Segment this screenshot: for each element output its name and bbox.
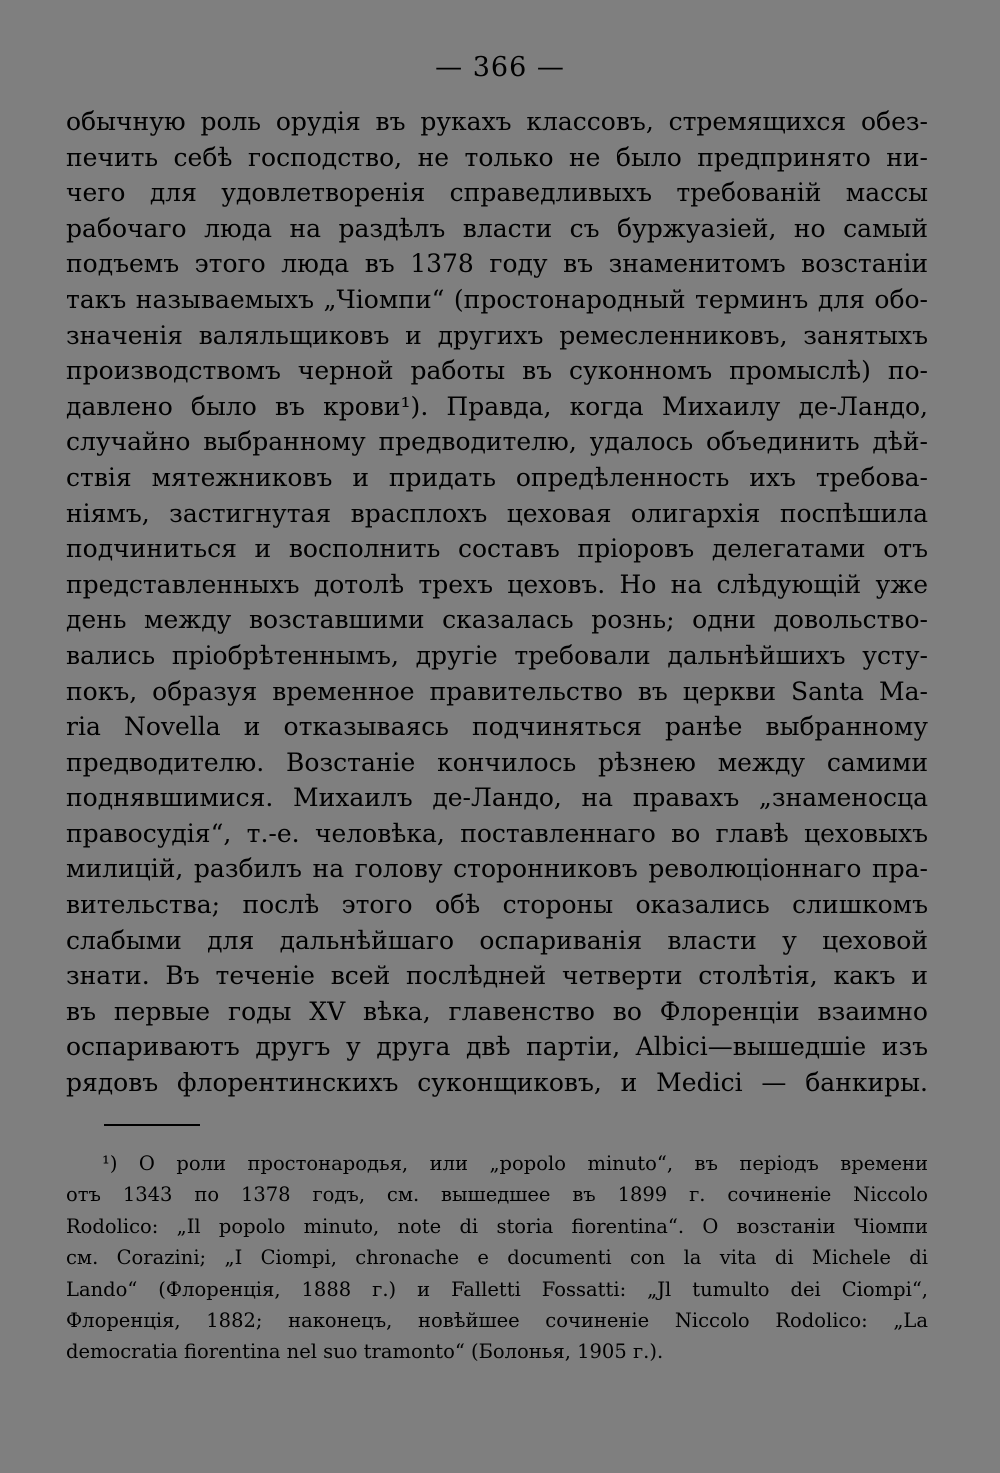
footnote-line: ¹) О роли простонародья, или „popolo minuto“, въ періодъ времени <box>102 1152 928 1175</box>
footnote <box>66 1148 928 1368</box>
text-line: милицій, разбилъ на голову сторонниковъ революціоннаго пра- <box>66 854 928 884</box>
main-text <box>66 104 928 1101</box>
text-line: рабочаго люда на раздѣлъ власти съ буржуазіей, но самый <box>66 213 928 243</box>
text-line: случайно выбранному предводителю, удалось объединить дѣй- <box>66 427 928 457</box>
text-line: производствомъ черной работы въ суконномъ промыслѣ) по- <box>66 356 928 386</box>
text-line: значенія валяльщиковъ и другихъ ремесленниковъ, занятыхъ <box>66 320 928 350</box>
text-line: давлено было въ крови¹). Правда, когда Михаилу де-Ландо, <box>66 391 928 421</box>
text-line: знати. Въ теченіе всей послѣдней четверти столѣтія, какъ и <box>66 961 928 991</box>
text-line: оспариваютъ другъ у друга двѣ партіи, Albici—вышедшіе изъ <box>66 1032 928 1062</box>
footnote-divider <box>104 1124 200 1126</box>
text-line: печить себѣ господство, не только не было предпринято ни- <box>66 142 928 172</box>
text-line: ria Novella и отказываясь подчиняться ранѣе выбранному <box>66 712 928 742</box>
footnote-line: Rodolico: „Il popolo minuto, note di storia fiorentina“. О возстаніи Чіомпи <box>66 1214 928 1238</box>
text-line: представленныхъ дотолѣ трехъ цеховъ. Но на слѣдующій уже <box>66 569 928 599</box>
text-line: чего для удовлетворенія справедливыхъ требованій массы <box>66 178 928 208</box>
text-line: вительства; послѣ этого обѣ стороны оказались слишкомъ <box>66 890 928 920</box>
text-line: такъ называемыхъ „Чіомпи“ (простонародный терминъ для обо- <box>66 284 928 314</box>
text-line: въ первые годы XV вѣка, главенство во Флоренціи взаимно <box>66 996 928 1026</box>
text-line: день между возставшими сказалась рознь; одни довольство- <box>66 605 928 635</box>
text-line: поднявшимися. Михаилъ де-Ландо, на правахъ „знаменосца <box>66 783 928 813</box>
text-line: вались пріобрѣтеннымъ, другіе требовали дальнѣйшихъ усту- <box>66 640 928 670</box>
footnote-line: Флоренція, 1882; наконецъ, новѣйшее сочиненіе Niccolo Rodolico: „La <box>66 1308 928 1332</box>
footnote-line: отъ 1343 по 1378 годъ, см. вышедшее въ 1899 г. сочиненіе Niccolo <box>66 1183 928 1207</box>
text-line: ствія мятежниковъ и придать опредѣленность ихъ требова- <box>66 462 928 492</box>
footnote-line: democratia fiorentina nel suo tramonto“ (Болонья, 1905 г.). <box>66 1340 664 1364</box>
text-line: обычную роль орудія въ рукахъ классовъ, стремящихся обез- <box>66 107 928 136</box>
text-line: покъ, образуя временное правительство въ церкви Santa Ma- <box>66 676 928 706</box>
text-line: рядовъ флорентинскихъ суконщиковъ, и Medici — банкиры. <box>66 1068 928 1098</box>
footnote-line: Lando“ (Флоренція, 1888 г.) и Falletti Fossatti: „Jl tumulto dei Ciompi“, <box>66 1277 928 1301</box>
text-line: подъемъ этого люда въ 1378 году въ знаменитомъ возстаніи <box>66 249 928 279</box>
footnote-line: см. Corazini; „I Ciompi, chronache e documenti con la vita di Michele di <box>66 1246 928 1270</box>
text-line: слабыми для дальнѣйшаго оспариванія власти у цеховой <box>66 925 928 955</box>
text-line: ніямъ, застигнутая врасплохъ цеховая олигархія поспѣшила <box>66 498 928 528</box>
text-line: правосудія“, т.-е. человѣка, поставленнаго во главѣ цеховыхъ <box>66 818 928 848</box>
page-number: — 366 — <box>435 52 565 83</box>
text-line: предводителю. Возстаніе кончилось рѣзнею между самими <box>66 747 928 777</box>
text-line: подчиниться и восполнить составъ пріоровъ делегатами отъ <box>66 534 928 564</box>
